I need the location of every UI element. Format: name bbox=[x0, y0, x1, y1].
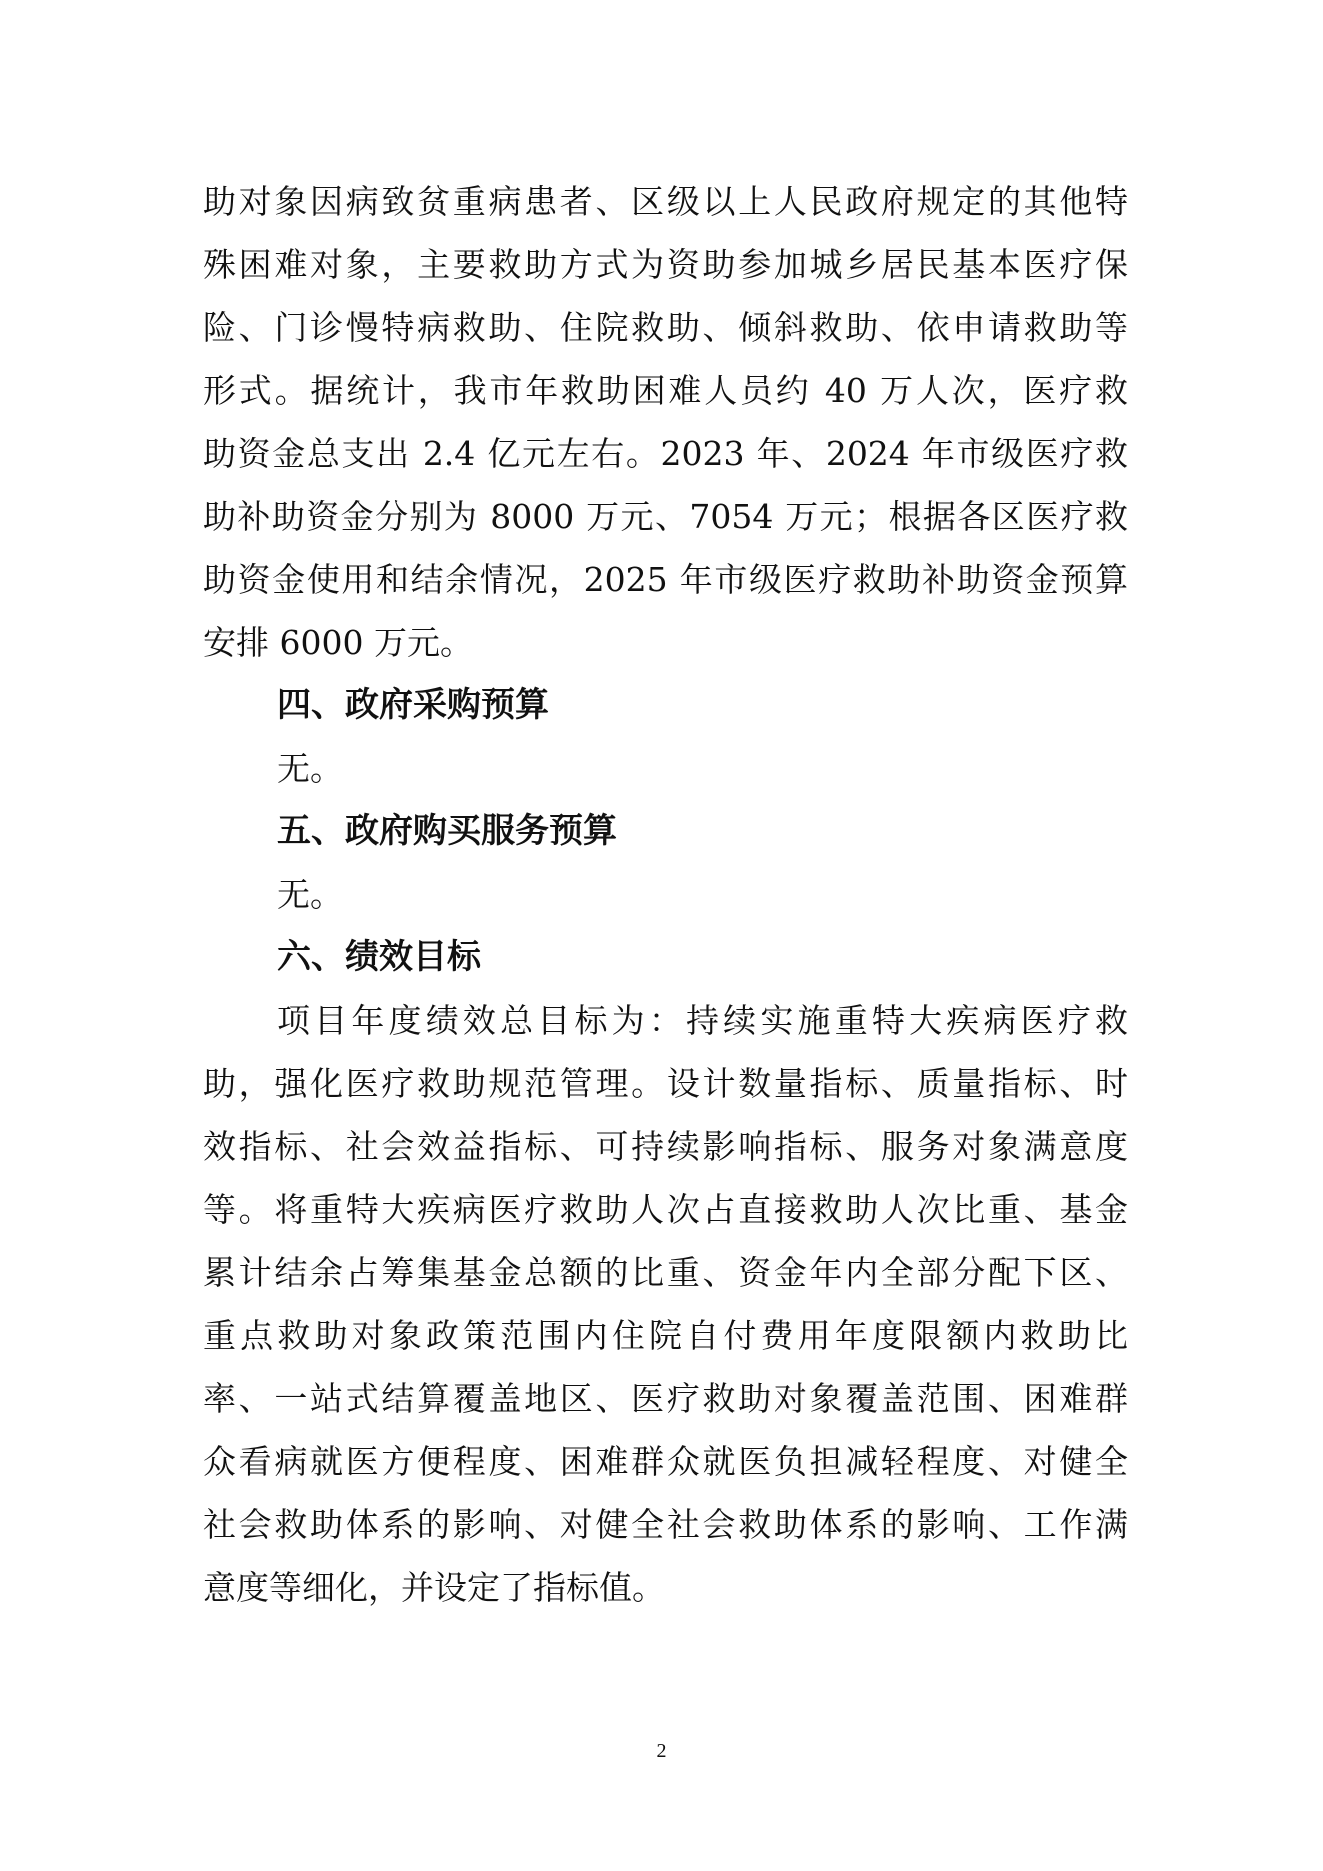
paragraph-line: 效指标、社会效益指标、可持续影响指标、服务对象满意度 bbox=[203, 1127, 1128, 1166]
paragraph-line: 形式。据统计，我市年救助困难人员约 40 万人次，医疗救 bbox=[203, 371, 1128, 410]
paragraph-line: 重点救助对象政策范围内住院自付费用年度限额内救助比 bbox=[203, 1316, 1128, 1355]
section-heading: 五、政府购买服务预算 bbox=[277, 811, 617, 851]
paragraph-line: 险、门诊慢特病救助、住院救助、倾斜救助、依申请救助等 bbox=[203, 308, 1128, 347]
section-heading: 六、绩效目标 bbox=[277, 937, 481, 977]
paragraph-line: 安排 6000 万元。 bbox=[203, 623, 473, 662]
paragraph-line: 等。将重特大疾病医疗救助人次占直接救助人次比重、基金 bbox=[203, 1190, 1128, 1229]
paragraph-line: 众看病就医方便程度、困难群众就医负担减轻程度、对健全 bbox=[203, 1442, 1128, 1481]
paragraph-line: 助资金使用和结余情况，2025 年市级医疗救助补助资金预算 bbox=[203, 560, 1128, 599]
paragraph-line: 社会救助体系的影响、对健全社会救助体系的影响、工作满 bbox=[203, 1505, 1128, 1544]
paragraph-line: 项目年度绩效总目标为：持续实施重特大疾病医疗救 bbox=[277, 1001, 1128, 1040]
section3-continuation bbox=[203, 170, 1128, 674]
section-heading: 四、政府采购预算 bbox=[277, 685, 549, 725]
section-procurement-budget bbox=[203, 674, 1128, 800]
paragraph-line: 率、一站式结算覆盖地区、医疗救助对象覆盖范围、困难群 bbox=[203, 1379, 1128, 1418]
paragraph-line: 累计结余占筹集基金总额的比重、资金年内全部分配下区、 bbox=[203, 1253, 1128, 1292]
paragraph-line: 助对象因病致贫重病患者、区级以上人民政府规定的其他特 bbox=[203, 182, 1128, 221]
paragraph-line: 助补助资金分别为 8000 万元、7054 万元；根据各区医疗救 bbox=[203, 497, 1128, 536]
page-content bbox=[203, 170, 1128, 1619]
page-number: 2 bbox=[656, 1740, 667, 1762]
section-body: 无。 bbox=[277, 875, 343, 914]
paragraph-line: 意度等细化，并设定了指标值。 bbox=[203, 1568, 665, 1607]
paragraph-line: 殊困难对象，主要救助方式为资助参加城乡居民基本医疗保 bbox=[203, 245, 1128, 284]
section-performance-targets bbox=[203, 926, 1128, 1619]
paragraph-line: 助资金总支出 2.4 亿元左右。2023 年、2024 年市级医疗救 bbox=[203, 434, 1128, 473]
section-purchase-service-budget bbox=[203, 800, 1128, 926]
section-body: 无。 bbox=[277, 749, 343, 788]
paragraph-line: 助，强化医疗救助规范管理。设计数量指标、质量指标、时 bbox=[203, 1064, 1128, 1103]
